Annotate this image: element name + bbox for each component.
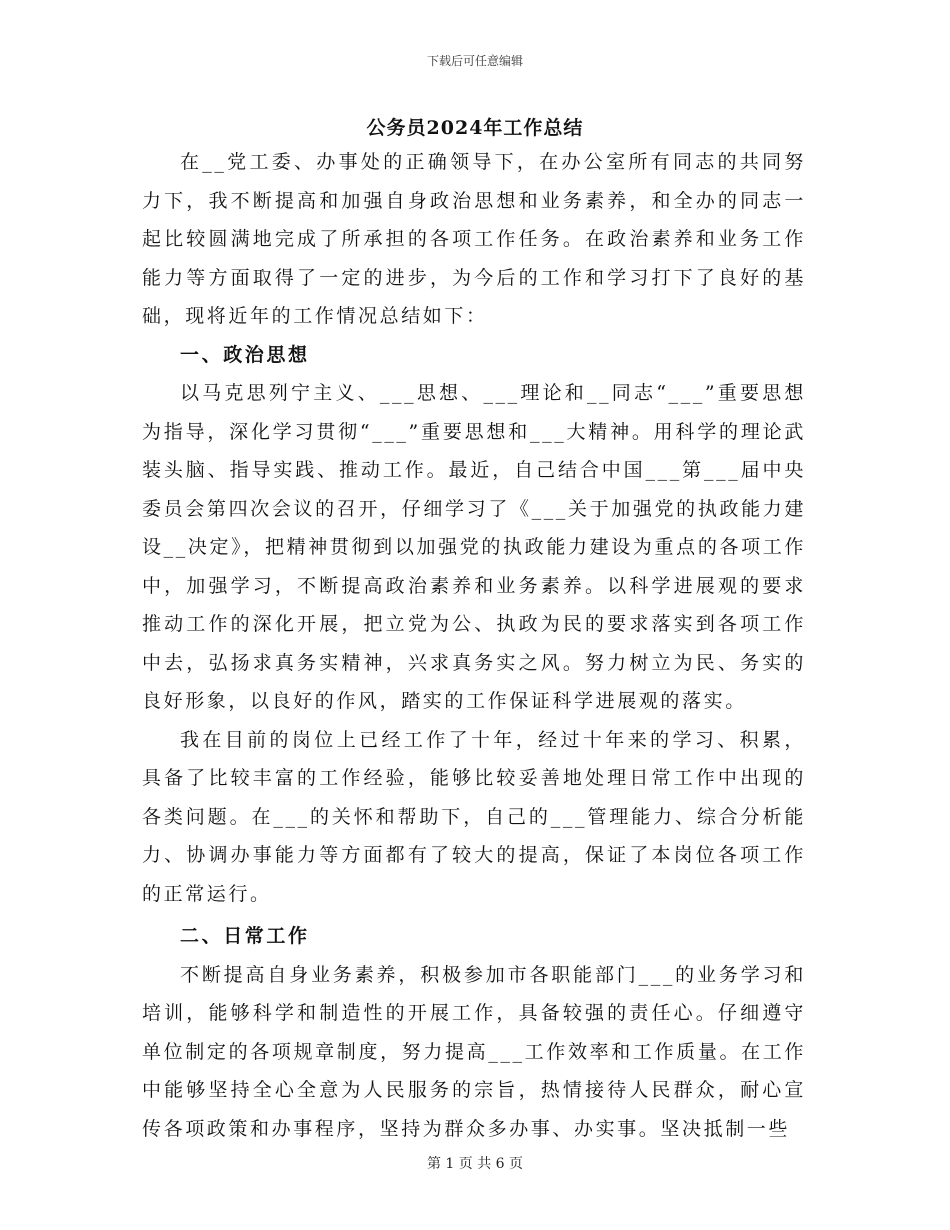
political-paragraph-1: 以马克思列宁主义、___思想、___理论和__同志“___”重要思想为指导，深化学习贯彻“___”重要思想和___大精神。用科学的理论武装头脑、指导实践、推动工作。最近，自己结合中国___第___届中央委员会第四次会议的召开，仔细学习了《___关于加强党的执政能力建设__决定》，把精神贯彻到以加强党的执政能力建设为重点的各项工作中，加强学习，不断提高政治素养和业务素养。以科学进展观的要求推动工作的深化开展，把立党为公、执政为民的要求落实到各项工作中去，弘扬求真务实精神，兴求真务实之风。努力树立为民、务实的良好形象，以良好的作风，踏实的工作保证科学进展观的落实。 xyxy=(142,382,806,712)
document-body xyxy=(142,143,806,1148)
document-title: 公务员2024年工作总结 xyxy=(366,117,584,139)
intro-paragraph: 在__党工委、办事处的正确领导下，在办公室所有同志的共同努力下，我不断提高和加强自身政治思想和业务素养，和全办的同志一起比较圆满地完成了所承担的各项工作任务。在政治素养和业务工作能力等方面取得了一定的进步，为今后的工作和学习打下了良好的基础，现将近年的工作情况总结如下： xyxy=(142,151,806,327)
daily-work-paragraph: 不断提高自身业务素养，积极参加市各职能部门___的业务学习和培训，能够科学和制造性的开展工作，具备较强的责任心。仔细遵守单位制定的各项规章制度，努力提高___工作效率和工作质量。在工作中能够坚持全心全意为人民服务的宗旨，热情接待人民群众，耐心宣传各项政策和办事程序，坚持为群众多办事、办实事。坚决抵制一些 xyxy=(142,963,806,1140)
political-paragraph-2: 我在目前的岗位上已经工作了十年，经过十年来的学习、积累，具备了比较丰富的工作经验，能够比较妥善地处理日常工作中出现的各类问题。在___的关怀和帮助下，自己的___管理能力、综合分析能力、协调办事能力等方面都有了较大的提高，保证了本岗位各项工作的正常运行。 xyxy=(142,728,806,905)
header-note: 下载后可任意编辑 xyxy=(426,54,523,68)
section-heading-political: 一、政治思想 xyxy=(180,343,310,366)
page-number: 第 1 页 共 6 页 xyxy=(426,1156,524,1172)
section-heading-daily-work: 二、日常工作 xyxy=(180,925,310,947)
